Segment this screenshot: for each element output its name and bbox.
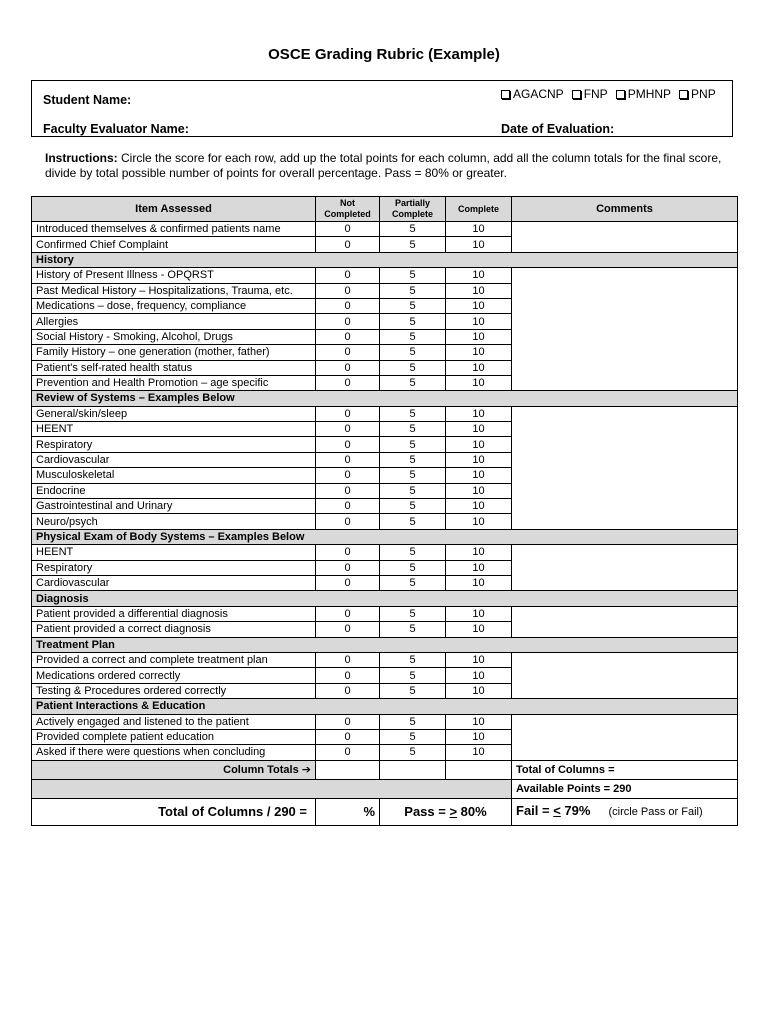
score-not-completed[interactable]: 0 bbox=[316, 237, 380, 252]
item-assessed: Patient provided a differential diagnosis bbox=[32, 606, 316, 621]
score-not-completed[interactable]: 0 bbox=[316, 575, 380, 590]
instructions bbox=[45, 151, 735, 181]
item-assessed: Family History – one generation (mother, father) bbox=[32, 345, 316, 360]
score-complete[interactable]: 10 bbox=[446, 360, 512, 375]
program-label: AGACNP bbox=[513, 87, 564, 101]
score-complete[interactable]: 10 bbox=[446, 545, 512, 560]
student-info-box bbox=[31, 80, 733, 137]
circle-note: (circle Pass or Fail) bbox=[608, 806, 703, 819]
total-complete-cell[interactable] bbox=[446, 760, 512, 779]
checkbox-icon[interactable] bbox=[616, 90, 625, 99]
score-partial[interactable]: 5 bbox=[380, 729, 446, 744]
table-row bbox=[32, 652, 738, 667]
score-complete[interactable]: 10 bbox=[446, 283, 512, 298]
section-header-row bbox=[32, 637, 738, 652]
score-not-completed[interactable]: 0 bbox=[316, 652, 380, 667]
score-complete[interactable]: 10 bbox=[446, 514, 512, 529]
item-assessed: Provided a correct and complete treatment plan bbox=[32, 652, 316, 667]
score-complete[interactable]: 10 bbox=[446, 499, 512, 514]
score-not-completed[interactable]: 0 bbox=[316, 360, 380, 375]
score-complete[interactable]: 10 bbox=[446, 575, 512, 590]
score-partial[interactable]: 5 bbox=[380, 268, 446, 283]
score-complete[interactable]: 10 bbox=[446, 606, 512, 621]
score-not-completed[interactable]: 0 bbox=[316, 268, 380, 283]
item-assessed: Confirmed Chief Complaint bbox=[32, 237, 316, 252]
table-row bbox=[32, 714, 738, 729]
score-not-completed[interactable]: 0 bbox=[316, 560, 380, 575]
comments-cell[interactable] bbox=[512, 606, 738, 637]
table-row bbox=[32, 606, 738, 621]
score-partial[interactable]: 5 bbox=[380, 514, 446, 529]
section-title: Treatment Plan bbox=[32, 637, 738, 652]
item-assessed: Cardiovascular bbox=[32, 575, 316, 590]
score-not-completed[interactable]: 0 bbox=[316, 375, 380, 390]
score-complete[interactable]: 10 bbox=[446, 683, 512, 698]
item-assessed: Allergies bbox=[32, 314, 316, 329]
comments-cell[interactable] bbox=[512, 714, 738, 760]
score-partial[interactable]: 5 bbox=[380, 652, 446, 667]
total-of-columns-label: Total of Columns = bbox=[512, 760, 738, 779]
section-title: History bbox=[32, 252, 738, 267]
comments-cell[interactable] bbox=[512, 545, 738, 591]
score-complete[interactable]: 10 bbox=[446, 298, 512, 313]
item-assessed: Musculoskeletal bbox=[32, 468, 316, 483]
score-partial[interactable]: 5 bbox=[380, 468, 446, 483]
header-not-completed: Not Completed bbox=[316, 197, 380, 222]
score-complete[interactable]: 10 bbox=[446, 222, 512, 237]
item-assessed: Testing & Procedures ordered correctly bbox=[32, 683, 316, 698]
score-complete[interactable]: 10 bbox=[446, 422, 512, 437]
score-not-completed[interactable]: 0 bbox=[316, 222, 380, 237]
score-partial[interactable]: 5 bbox=[380, 437, 446, 452]
header-item-assessed: Item Assessed bbox=[32, 197, 316, 222]
date-of-evaluation-label: Date of Evaluation: bbox=[501, 122, 615, 136]
score-complete[interactable]: 10 bbox=[446, 652, 512, 667]
score-not-completed[interactable]: 0 bbox=[316, 668, 380, 683]
comments-cell[interactable] bbox=[512, 406, 738, 529]
score-partial[interactable]: 5 bbox=[380, 360, 446, 375]
score-not-completed[interactable]: 0 bbox=[316, 714, 380, 729]
score-partial[interactable]: 5 bbox=[380, 406, 446, 421]
program-label: PNP bbox=[691, 87, 716, 101]
checkbox-icon[interactable] bbox=[572, 90, 581, 99]
item-assessed: Introduced themselves & confirmed patients name bbox=[32, 222, 316, 237]
total-partial-cell[interactable] bbox=[380, 760, 446, 779]
table-row bbox=[32, 406, 738, 421]
instructions-label: Instructions: bbox=[45, 151, 118, 165]
score-partial[interactable]: 5 bbox=[380, 622, 446, 637]
score-complete[interactable]: 10 bbox=[446, 375, 512, 390]
score-not-completed[interactable]: 0 bbox=[316, 468, 380, 483]
comments-cell[interactable] bbox=[512, 222, 738, 253]
score-not-completed[interactable]: 0 bbox=[316, 514, 380, 529]
program-option-agacnp[interactable] bbox=[501, 87, 564, 101]
available-points-label: Available Points = 290 bbox=[512, 779, 738, 798]
program-option-pnp[interactable] bbox=[679, 87, 716, 101]
score-complete[interactable]: 10 bbox=[446, 468, 512, 483]
score-partial[interactable]: 5 bbox=[380, 745, 446, 760]
grading-rubric-table bbox=[31, 196, 738, 826]
section-title: Physical Exam of Body Systems – Examples Below bbox=[32, 529, 738, 544]
score-not-completed[interactable]: 0 bbox=[316, 406, 380, 421]
score-partial[interactable]: 5 bbox=[380, 375, 446, 390]
score-complete[interactable]: 10 bbox=[446, 483, 512, 498]
score-not-completed[interactable]: 0 bbox=[316, 499, 380, 514]
score-complete[interactable]: 10 bbox=[446, 745, 512, 760]
item-assessed: Past Medical History – Hospitalizations, Trauma, etc. bbox=[32, 283, 316, 298]
score-not-completed[interactable]: 0 bbox=[316, 545, 380, 560]
item-assessed: Actively engaged and listened to the patient bbox=[32, 714, 316, 729]
score-partial[interactable]: 5 bbox=[380, 345, 446, 360]
item-assessed: Patient's self-rated health status bbox=[32, 360, 316, 375]
item-assessed: Asked if there were questions when concluding bbox=[32, 745, 316, 760]
checkbox-icon[interactable] bbox=[501, 90, 510, 99]
score-partial[interactable]: 5 bbox=[380, 452, 446, 467]
score-partial[interactable]: 5 bbox=[380, 298, 446, 313]
item-assessed: Cardiovascular bbox=[32, 452, 316, 467]
score-partial[interactable]: 5 bbox=[380, 422, 446, 437]
item-assessed: Provided complete patient education bbox=[32, 729, 316, 744]
page-title: OSCE Grading Rubric (Example) bbox=[268, 46, 500, 63]
instructions-text: Circle the score for each row, add up the total points for each column, add all the column totals for the final score, divide by total possible number of points for overall percentage. Pass = 80% or greater. bbox=[45, 151, 722, 180]
item-assessed: Medications – dose, frequency, compliance bbox=[32, 298, 316, 313]
score-complete[interactable]: 10 bbox=[446, 268, 512, 283]
total-not-completed-cell[interactable] bbox=[316, 760, 380, 779]
score-complete[interactable]: 10 bbox=[446, 329, 512, 344]
student-name-label: Student Name: bbox=[43, 93, 132, 107]
checkbox-icon[interactable] bbox=[679, 90, 688, 99]
pass-threshold[interactable]: Pass = > 80% bbox=[380, 798, 512, 825]
comments-cell[interactable] bbox=[512, 268, 738, 391]
blank-shaded-row bbox=[32, 779, 512, 798]
score-not-completed[interactable]: 0 bbox=[316, 422, 380, 437]
section-header-row bbox=[32, 591, 738, 606]
program-label: FNP bbox=[583, 87, 608, 101]
score-partial[interactable]: 5 bbox=[380, 499, 446, 514]
score-partial[interactable]: 5 bbox=[380, 314, 446, 329]
score-partial[interactable]: 5 bbox=[380, 545, 446, 560]
score-complete[interactable]: 10 bbox=[446, 345, 512, 360]
item-assessed: Endocrine bbox=[32, 483, 316, 498]
item-assessed: Respiratory bbox=[32, 560, 316, 575]
score-complete[interactable]: 10 bbox=[446, 237, 512, 252]
section-header-row bbox=[32, 391, 738, 406]
score-complete[interactable]: 10 bbox=[446, 560, 512, 575]
item-assessed: HEENT bbox=[32, 422, 316, 437]
item-assessed: Patient provided a correct diagnosis bbox=[32, 622, 316, 637]
score-not-completed[interactable]: 0 bbox=[316, 437, 380, 452]
table-row bbox=[32, 545, 738, 560]
section-title: Patient Interactions & Education bbox=[32, 699, 738, 714]
score-partial[interactable]: 5 bbox=[380, 606, 446, 621]
final-percent: % bbox=[316, 798, 380, 825]
score-not-completed[interactable]: 0 bbox=[316, 729, 380, 744]
section-header-row bbox=[32, 529, 738, 544]
score-partial[interactable]: 5 bbox=[380, 329, 446, 344]
score-partial[interactable]: 5 bbox=[380, 483, 446, 498]
score-complete[interactable]: 10 bbox=[446, 314, 512, 329]
header-partially-complete: Partially Complete bbox=[380, 197, 446, 222]
score-complete[interactable]: 10 bbox=[446, 452, 512, 467]
comments-cell[interactable] bbox=[512, 652, 738, 698]
score-complete[interactable]: 10 bbox=[446, 437, 512, 452]
item-assessed: Neuro/psych bbox=[32, 514, 316, 529]
score-complete[interactable]: 10 bbox=[446, 714, 512, 729]
item-assessed: HEENT bbox=[32, 545, 316, 560]
faculty-evaluator-label: Faculty Evaluator Name: bbox=[43, 122, 189, 136]
score-not-completed[interactable]: 0 bbox=[316, 745, 380, 760]
score-not-completed[interactable]: 0 bbox=[316, 606, 380, 621]
item-assessed: Respiratory bbox=[32, 437, 316, 452]
program-option-fnp[interactable] bbox=[572, 87, 608, 101]
score-partial[interactable]: 5 bbox=[380, 683, 446, 698]
score-not-completed[interactable]: 0 bbox=[316, 314, 380, 329]
item-assessed: Medications ordered correctly bbox=[32, 668, 316, 683]
program-option-pmhnp[interactable] bbox=[616, 87, 671, 101]
section-title: Diagnosis bbox=[32, 591, 738, 606]
score-partial[interactable]: 5 bbox=[380, 575, 446, 590]
table-row bbox=[32, 222, 738, 237]
item-assessed: Prevention and Health Promotion – age specific bbox=[32, 375, 316, 390]
program-checkboxes bbox=[501, 87, 716, 101]
score-complete[interactable]: 10 bbox=[446, 406, 512, 421]
score-partial[interactable]: 5 bbox=[380, 222, 446, 237]
program-label: PMHNP bbox=[627, 87, 672, 101]
score-partial[interactable]: 5 bbox=[380, 237, 446, 252]
item-assessed: Social History - Smoking, Alcohol, Drugs bbox=[32, 329, 316, 344]
score-complete[interactable]: 10 bbox=[446, 668, 512, 683]
score-not-completed[interactable]: 0 bbox=[316, 622, 380, 637]
header-comments: Comments bbox=[512, 197, 738, 222]
score-partial[interactable]: 5 bbox=[380, 560, 446, 575]
header-complete: Complete bbox=[446, 197, 512, 222]
section-header-row bbox=[32, 252, 738, 267]
item-assessed: General/skin/sleep bbox=[32, 406, 316, 421]
score-not-completed[interactable]: 0 bbox=[316, 329, 380, 344]
score-not-completed[interactable]: 0 bbox=[316, 683, 380, 698]
score-not-completed[interactable]: 0 bbox=[316, 452, 380, 467]
score-not-completed[interactable]: 0 bbox=[316, 283, 380, 298]
score-partial[interactable]: 5 bbox=[380, 714, 446, 729]
item-assessed: Gastrointestinal and Urinary bbox=[32, 499, 316, 514]
score-complete[interactable]: 10 bbox=[446, 729, 512, 744]
section-header-row bbox=[32, 699, 738, 714]
score-complete[interactable]: 10 bbox=[446, 622, 512, 637]
section-title: Review of Systems – Examples Below bbox=[32, 391, 738, 406]
item-assessed: History of Present Illness - OPQRST bbox=[32, 268, 316, 283]
column-totals-label: Column Totals ➔ bbox=[32, 760, 316, 779]
score-not-completed[interactable]: 0 bbox=[316, 345, 380, 360]
score-partial[interactable]: 5 bbox=[380, 283, 446, 298]
final-total-label: Total of Columns / 290 = bbox=[32, 798, 316, 825]
score-not-completed[interactable]: 0 bbox=[316, 298, 380, 313]
table-row bbox=[32, 268, 738, 283]
score-not-completed[interactable]: 0 bbox=[316, 483, 380, 498]
fail-threshold[interactable]: Fail = < 79% (circle Pass or Fail) bbox=[512, 798, 738, 825]
score-partial[interactable]: 5 bbox=[380, 668, 446, 683]
